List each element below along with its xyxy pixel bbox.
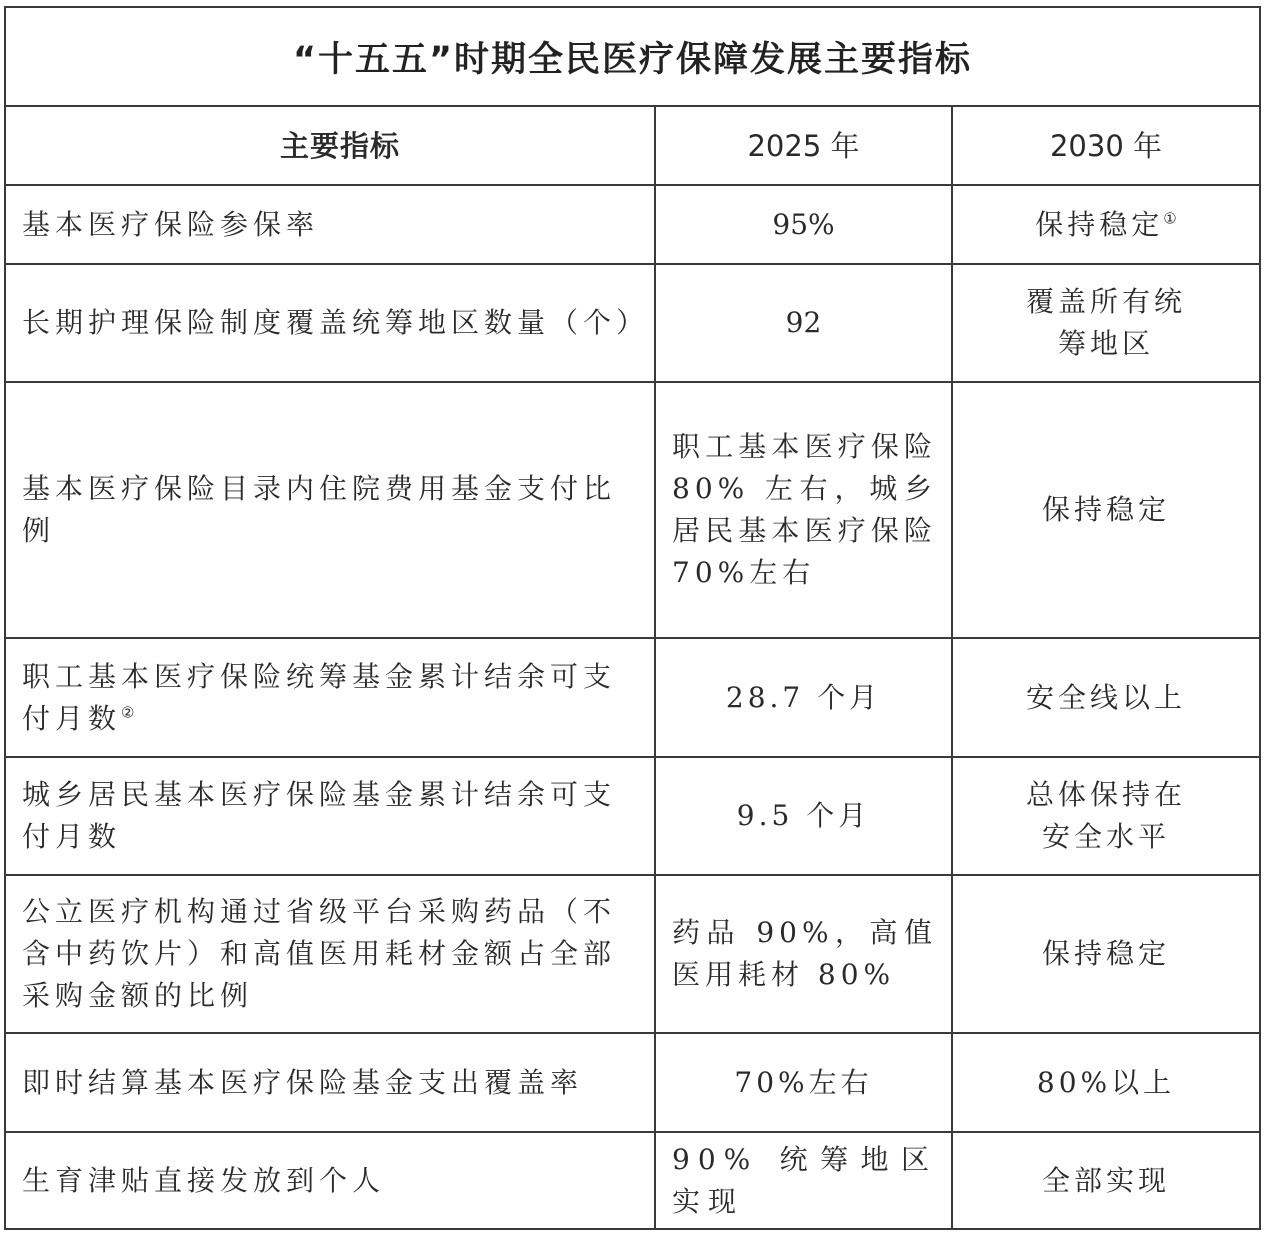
table-row — [6, 186, 1259, 265]
value-2025-cell: 70%左右 — [656, 1034, 953, 1131]
value-2030-cell: 80%以上 — [1036, 1065, 1176, 1099]
footnote-marker: ① — [1163, 209, 1177, 228]
table-title: “十五五”时期全民医疗保障发展主要指标 — [6, 8, 1259, 107]
table-row — [6, 876, 1259, 1034]
table-row — [6, 1034, 1259, 1133]
indicator-cell: 长期护理保险制度覆盖统筹地区数量（个） — [6, 265, 656, 381]
value-2025-cell: 28.7 个月 — [656, 639, 953, 756]
value-2030-cell: 覆盖所有统筹地区 — [1025, 285, 1186, 360]
indicator-cell: 基本医疗保险参保率 — [6, 186, 656, 263]
table-row — [6, 265, 1259, 383]
value-2025-cell: 95% — [656, 186, 953, 263]
table-row — [6, 758, 1259, 876]
footnote-marker: ② — [121, 703, 135, 722]
indicator-cell: 即时结算基本医疗保险基金支出覆盖率 — [6, 1034, 656, 1131]
table-row — [6, 383, 1259, 639]
header-row — [6, 107, 1259, 186]
value-2025-cell: 92 — [656, 265, 953, 381]
indicator-cell: 公立医疗机构通过省级平台采购药品（不含中药饮片）和高值医用耗材金额占全部采购金额的比例 — [6, 876, 656, 1032]
indicator-cell: 城乡居民基本医疗保险基金累计结余可支付月数 — [6, 758, 656, 874]
table-row — [6, 1133, 1259, 1228]
value-2025-cell: 9.5 个月 — [656, 758, 953, 874]
indicator-cell: 生育津贴直接发放到个人 — [6, 1133, 656, 1228]
value-2030-cell: 总体保持在安全水平 — [1025, 778, 1186, 853]
header-2030: 2030 年 — [1049, 128, 1163, 163]
value-2025-cell: 职工基本医疗保险 80% 左右，城乡居民基本医疗保险 70%左右 — [656, 383, 953, 637]
indicator-cell: 基本医疗保险目录内住院费用基金支付比例 — [6, 383, 656, 637]
indicator-table — [4, 6, 1261, 1230]
value-2025-cell: 药品 90%，高值医用耗材 80% — [656, 876, 953, 1032]
value-2025-cell: 90% 统筹地区实现 — [656, 1133, 953, 1228]
value-2030-cell: 全部实现 — [1041, 1163, 1170, 1197]
value-2030-cell: 保持稳定① — [1035, 207, 1177, 241]
header-2025: 2025 年 — [656, 107, 953, 184]
value-2030-cell: 安全线以上 — [1025, 680, 1186, 714]
value-2030-cell: 保持稳定 — [1041, 493, 1170, 526]
header-indicator: 主要指标 — [6, 107, 656, 184]
indicator-cell: 职工基本医疗保险统筹基金累计结余可支付月数② — [6, 639, 656, 756]
value-2030-cell: 保持稳定 — [1041, 937, 1170, 970]
table-row — [6, 639, 1259, 758]
